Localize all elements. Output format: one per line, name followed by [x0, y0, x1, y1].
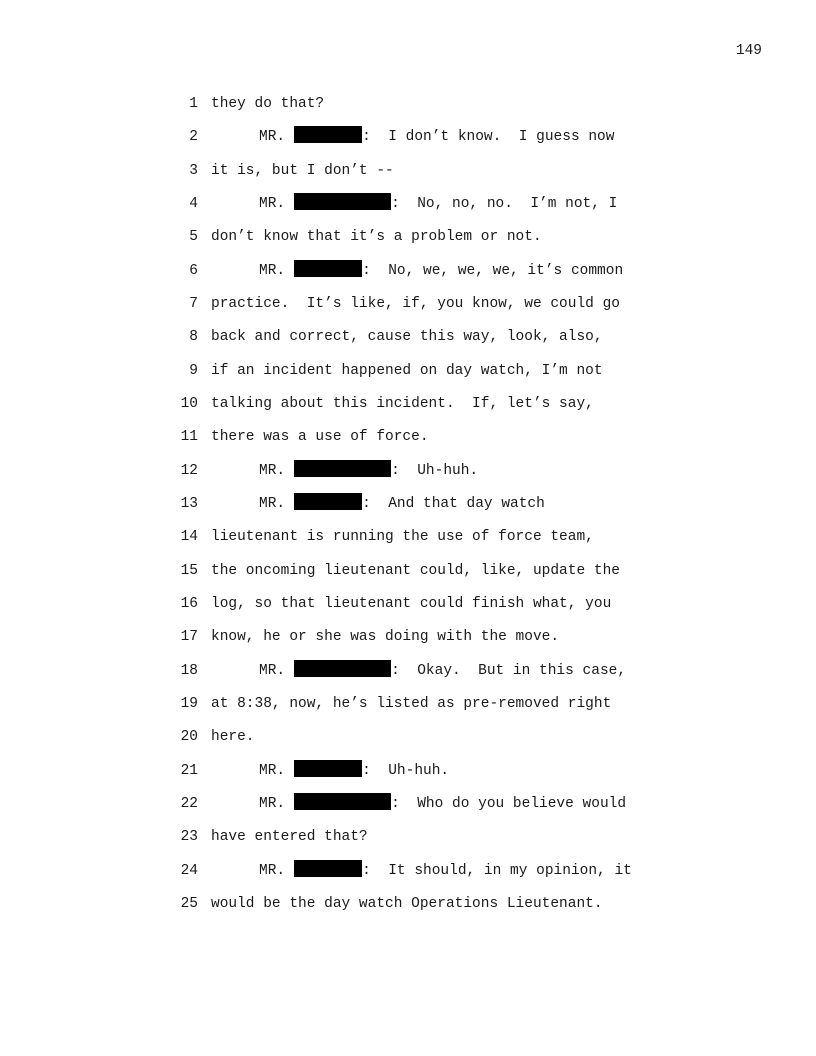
line-text: here.: [211, 729, 255, 746]
line-number: 3: [189, 162, 198, 179]
line-text: the oncoming lieutenant could, like, update the: [211, 562, 620, 579]
transcript-line: [170, 225, 690, 258]
speaker-label: [211, 496, 545, 512]
line-number: 14: [180, 529, 198, 546]
speaker-statement: : Okay. But in this case,: [391, 662, 627, 679]
speaker-statement: : And that day watch: [362, 495, 545, 512]
transcript-line: [170, 459, 690, 492]
line-number: 13: [180, 495, 198, 512]
line-number: 24: [180, 862, 198, 879]
line-number: 25: [180, 895, 198, 912]
speaker-statement: : Uh-huh.: [362, 762, 450, 779]
line-text: [211, 792, 626, 816]
transcript-line: [170, 125, 690, 158]
speaker-statement: : No, we, we, we, it’s common: [362, 262, 624, 279]
line-number: 19: [180, 695, 198, 712]
speaker-label: [211, 263, 623, 279]
line-text: would be the day watch Operations Lieutenant.: [211, 895, 603, 912]
speaker-title: MR.: [259, 762, 286, 779]
redaction-box: [294, 460, 391, 477]
line-number: 5: [189, 229, 198, 246]
speaker-label: [211, 663, 626, 679]
line-text: there was a use of force.: [211, 429, 429, 446]
page-number: 149: [735, 43, 762, 59]
line-number: 6: [189, 262, 198, 279]
speaker-statement: : Who do you believe would: [391, 795, 627, 812]
line-text: practice. It’s like, if, you know, we could go: [211, 295, 620, 312]
speaker-title: MR.: [259, 129, 286, 146]
transcript-line: [170, 792, 690, 825]
speaker-title: MR.: [259, 662, 286, 679]
line-number: 7: [189, 295, 198, 312]
transcript-line: [170, 859, 690, 892]
speaker-title: MR.: [259, 862, 286, 879]
line-number: 10: [180, 395, 198, 412]
line-text: [211, 192, 617, 216]
redaction-box: [294, 660, 391, 677]
line-text: have entered that?: [211, 829, 368, 846]
speaker-title: MR.: [259, 495, 286, 512]
transcript-line: [170, 192, 690, 225]
line-text: [211, 859, 632, 883]
speaker-statement: : Uh-huh.: [391, 462, 479, 479]
line-number: 4: [189, 195, 198, 212]
speaker-label: [211, 796, 626, 812]
line-text: talking about this incident. If, let’s say,: [211, 395, 594, 412]
transcript-line: [170, 892, 690, 925]
transcript-line: [170, 425, 690, 458]
line-number: 16: [180, 595, 198, 612]
speaker-label: [211, 763, 449, 779]
transcript-line: [170, 292, 690, 325]
transcript-line: [170, 92, 690, 125]
line-text: [211, 759, 449, 783]
transcript-line: [170, 359, 690, 392]
speaker-label: [211, 863, 632, 879]
transcript-line: [170, 692, 690, 725]
speaker-title: MR.: [259, 262, 286, 279]
redaction-box: [294, 126, 362, 143]
transcript-line: [170, 725, 690, 758]
transcript-line: [170, 159, 690, 192]
line-text: [211, 659, 626, 683]
speaker-title: MR.: [259, 462, 286, 479]
transcript-line: [170, 392, 690, 425]
transcript-line: [170, 825, 690, 858]
speaker-statement: : No, no, no. I’m not, I: [391, 195, 618, 212]
line-text: [211, 125, 614, 149]
line-number: 9: [189, 362, 198, 379]
redaction-box: [294, 193, 391, 210]
redaction-box: [294, 260, 362, 277]
transcript-line: [170, 625, 690, 658]
line-text: if an incident happened on day watch, I’m not: [211, 362, 603, 379]
line-number: 18: [180, 662, 198, 679]
redaction-box: [294, 760, 362, 777]
transcript-body: [170, 92, 690, 925]
line-number: 21: [180, 762, 198, 779]
line-text: log, so that lieutenant could finish what, you: [211, 595, 612, 612]
line-number: 20: [180, 729, 198, 746]
line-text: they do that?: [211, 96, 325, 112]
transcript-line: [170, 759, 690, 792]
line-number: 22: [180, 795, 198, 812]
transcript-line: [170, 659, 690, 692]
transcript-line: [170, 592, 690, 625]
line-text: it is, but I don’t --: [211, 162, 394, 179]
line-text: [211, 492, 545, 516]
line-number: 1: [189, 96, 198, 112]
speaker-label: [211, 463, 478, 479]
line-text: don’t know that it’s a problem or not.: [211, 229, 542, 246]
speaker-statement: : I don’t know. I guess now: [362, 129, 615, 146]
line-number: 2: [189, 129, 198, 146]
line-number: 11: [180, 429, 198, 446]
redaction-box: [294, 493, 362, 510]
transcript-line: [170, 525, 690, 558]
line-number: 12: [180, 462, 198, 479]
transcript-line: [170, 559, 690, 592]
line-text: [211, 459, 478, 483]
transcript-line: [170, 325, 690, 358]
line-text: know, he or she was doing with the move.: [211, 629, 560, 646]
line-text: at 8:38, now, he’s listed as pre-removed right: [211, 695, 612, 712]
speaker-title: MR.: [259, 195, 286, 212]
transcript-line: [170, 259, 690, 292]
line-number: 17: [180, 629, 198, 646]
speaker-label: [211, 129, 614, 145]
speaker-statement: : It should, in my opinion, it: [362, 862, 632, 879]
line-number: 8: [189, 329, 198, 346]
redaction-box: [294, 793, 391, 810]
line-text: lieutenant is running the use of force team,: [211, 529, 594, 546]
speaker-label: [211, 196, 617, 212]
line-number: 23: [180, 829, 198, 846]
speaker-title: MR.: [259, 795, 286, 812]
line-number: 15: [180, 562, 198, 579]
line-text: back and correct, cause this way, look, also,: [211, 329, 603, 346]
redaction-box: [294, 860, 362, 877]
transcript-line: [170, 492, 690, 525]
line-text: [211, 259, 623, 283]
